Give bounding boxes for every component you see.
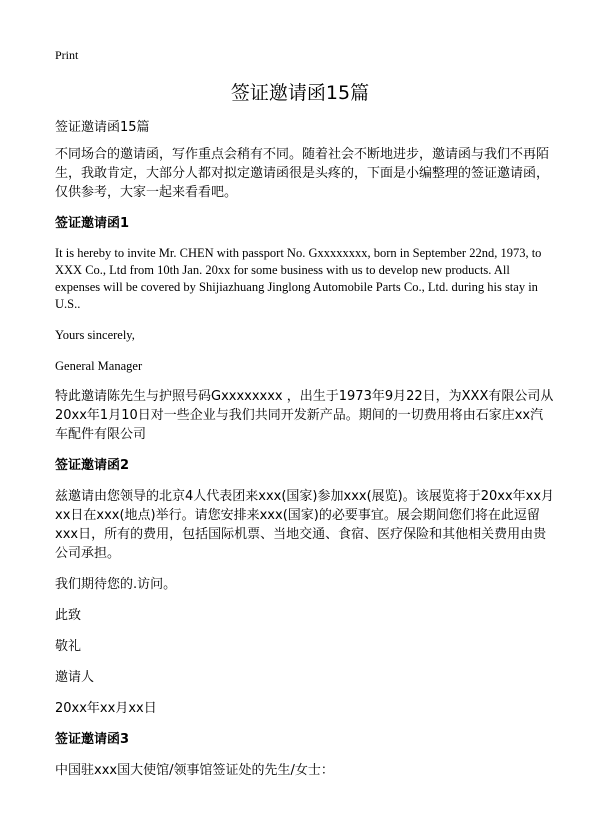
document-title: 签证邀请函15篇 — [230, 82, 370, 104]
document-subtitle: 签证邀请函15篇 — [55, 120, 150, 135]
section-1-signer: General Manager — [55, 359, 143, 373]
section-2-jingli: 敬礼 — [55, 639, 82, 654]
section-2-body: 兹邀请由您领导的北京4人代表团来xxx(国家)参加xxx(展览)。该展览将于20xx年xx月xx日在xxx(地点)举行。请您安排来xxx(国家)的必要事宜。展会期间您们将在此逗留xxx日，所有的费用，包括国际机票、当地交通、食宿、医疗保险和其他相关费用由贵公司承担。 — [55, 489, 555, 561]
section-2-cizhi: 此致 — [55, 608, 82, 623]
section-1-closing: Yours sincerely, — [55, 328, 135, 342]
intro-paragraph: 不同场合的邀请函，写作重点会稍有不同。随着社会不断地进步，邀请函与我们不再陌生，我敢肯定，大部分人都对拟定邀请函很是头疼的，下面是小编整理的签证邀请函，仅供参考，大家一起来看看吧。 — [55, 147, 550, 200]
section-2-expect: 我们期待您的.访问。 — [55, 577, 177, 592]
print-link[interactable]: Print — [55, 48, 79, 62]
document-content — [55, 118, 555, 780]
section-2-inviter: 邀请人 — [55, 670, 95, 685]
section-1-chinese-body: 特此邀请陈先生与护照号码Gxxxxxxxx ，出生于1973年9月22日，为XXX有限公司从20xx年1月10日对一些企业与我们共同开发新产品。期间的一切费用将由石家庄xx汽车配件有限公司 — [55, 389, 554, 442]
section-2-date: 20xx年xx月xx日 — [55, 701, 157, 716]
section-3-greeting: 中国驻xxx国大使馆/领事馆签证处的先生/女士： — [55, 763, 334, 778]
section-heading-1: 签证邀请函1 — [55, 216, 130, 231]
section-heading-3: 签证邀请函3 — [55, 732, 130, 747]
section-heading-2: 签证邀请函2 — [55, 458, 130, 473]
section-1-english-body: It is hereby to invite Mr. CHEN with passport No. Gxxxxxxxx, born in September 22nd, 1973, to XXX Co., Ltd from 10th Jan. 20xx for some business with us to develop new products. All expenses will be covered by Shijiazhuang Jinglong Automobile Parts Co., Ltd. during his stay in U.S.. — [55, 246, 542, 311]
